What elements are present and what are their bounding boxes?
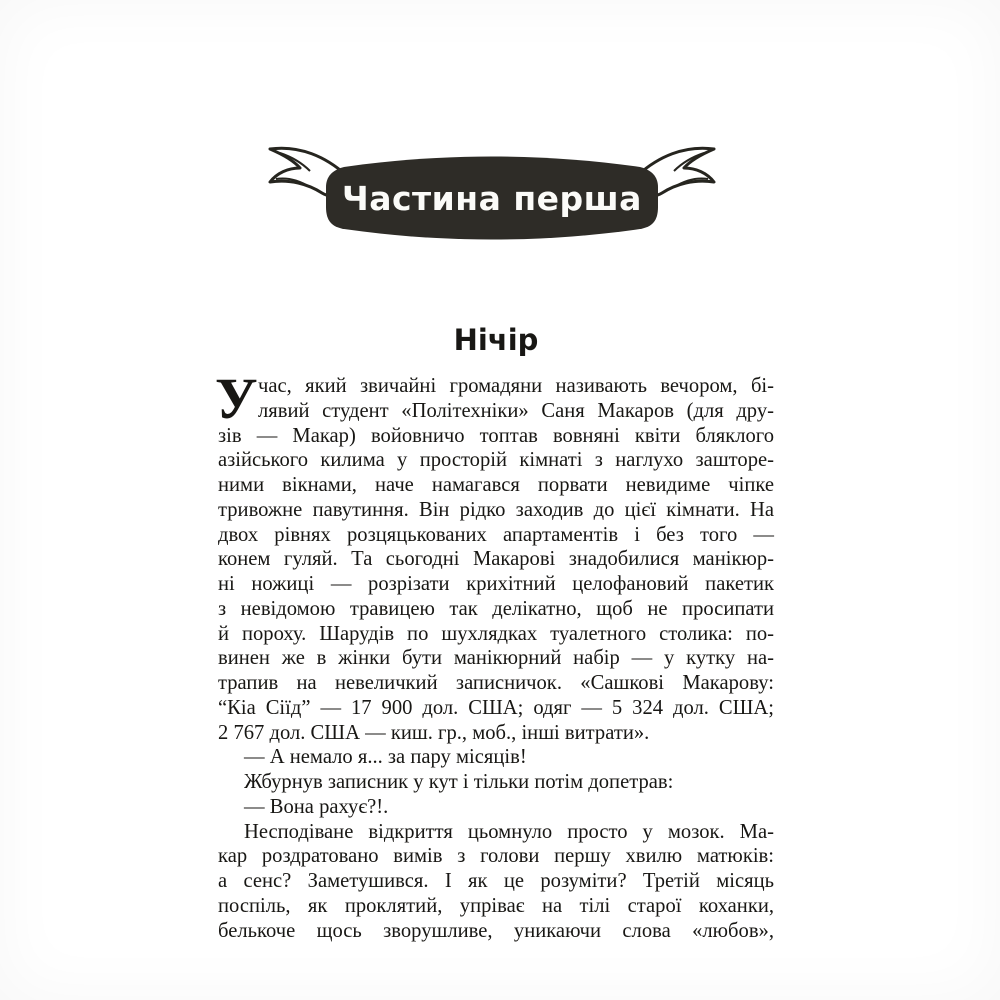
text-line: трапив на невеличкий записничок. «Сашкові Макарову: bbox=[218, 672, 774, 694]
text-line: поспіль, як проклятий, упріває на тілі старої коханки, bbox=[218, 894, 774, 917]
text-line: з невідомою травицею так делікатно, щоб не просипати bbox=[218, 597, 774, 620]
text-line: а сенс? Заметушився. І як це розуміти? Третій місяць bbox=[218, 870, 774, 892]
paragraph bbox=[215, 366, 774, 745]
chapter-title: Нічір bbox=[453, 323, 539, 357]
text-line: — А немало я... за пару місяців! bbox=[244, 746, 527, 769]
text-line: белькоче щось зворушливе, уникаючи слова «любов», bbox=[218, 919, 774, 942]
text-line: тривожне павутиння. Він рідко заходив до цієї кімнати. На bbox=[218, 498, 774, 521]
text-line: Несподіване відкриття цьомнуло просто у мозок. Ма- bbox=[244, 820, 774, 843]
chapter-banner-ribbon bbox=[262, 133, 722, 245]
drop-cap: У bbox=[215, 366, 258, 431]
paragraph bbox=[218, 795, 774, 820]
text-line: час, який звичайні громадяни називають вечором, бі- bbox=[258, 375, 774, 397]
text-line: конем гуляй. Та сьогодні Макарові знадобилися манікюр- bbox=[218, 548, 774, 571]
text-line: зів — Макар) войовничо топтав вовняні квіти бляклого bbox=[218, 424, 774, 447]
text-line: винен же в жінки бути манікюрний набір — у кутку на- bbox=[218, 647, 774, 670]
paragraph bbox=[218, 770, 774, 795]
text-line: азійського килима у просторій кімнаті з наглухо зашторе- bbox=[218, 449, 774, 472]
text-line: “Кіа Сіїд” — 17 900 дол. США; одяг — 5 324 дол. США; bbox=[218, 696, 774, 719]
text-line: 2 767 дол. США — киш. гр., моб., інші витрати». bbox=[218, 721, 650, 744]
text-line: — Вона рахує?!. bbox=[244, 795, 389, 818]
body-text bbox=[215, 366, 774, 943]
text-line: Жбурнув записник у кут і тільки потім допетрав: bbox=[244, 771, 674, 793]
text-line: кар роздратовано вимів з голови першу хвилю матюків: bbox=[218, 845, 774, 868]
text-line: лявий студент «Політехніки» Саня Макаров (для дру- bbox=[258, 399, 774, 422]
text-line: й пороху. Шарудів по шухлядках туалетного столика: по- bbox=[218, 622, 774, 645]
text-line: ними вікнами, наче намагався порвати невидиме чіпке bbox=[218, 474, 774, 496]
paragraph bbox=[218, 745, 774, 770]
text-line: двох рівнях розцяцькованих апартаментів і без того — bbox=[218, 523, 774, 546]
paragraph bbox=[218, 820, 774, 944]
banner-label: Частина перша bbox=[342, 179, 642, 218]
text-line: ні ножиці — розрізати крихітний целофановий пакетик bbox=[218, 573, 774, 595]
